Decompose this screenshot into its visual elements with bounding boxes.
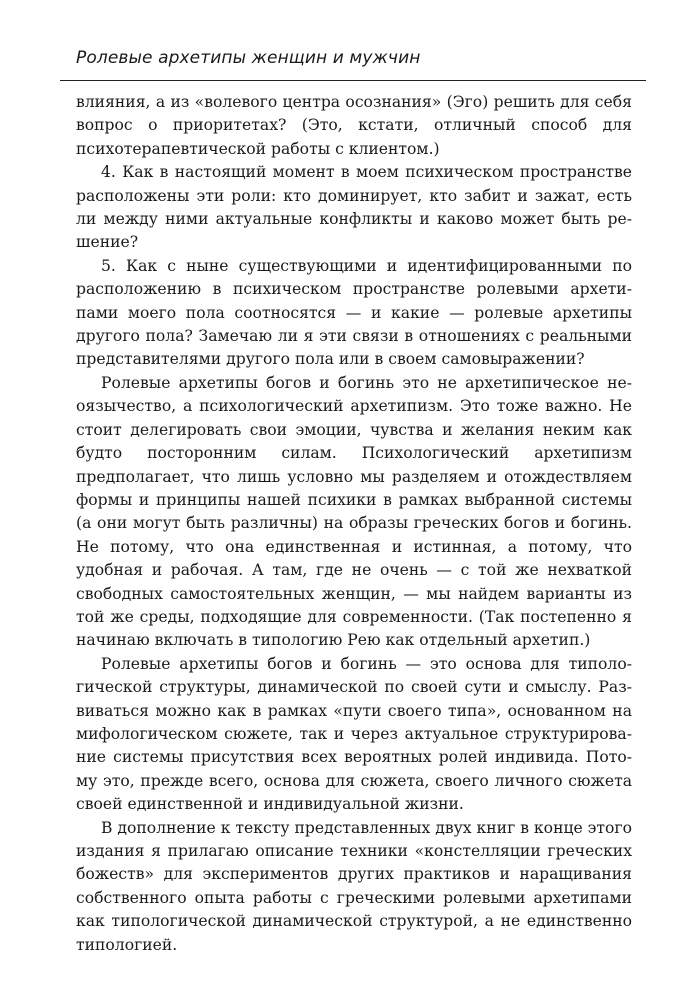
running-header: Ролевые архетипы женщин и мужчин — [76, 48, 421, 68]
paragraph: В дополнение к тексту представленных двух книг в конце этого издания я прилагаю описание техники «констелляции греческих божеств» для экспериментов других практиков и наращивания собственного опыта работы с греческими ролевыми архетипами как типологической динамической структурой, а не единственно типологией. — [76, 818, 632, 954]
paragraph-continued: влияния, а из «волевого центра осознания» (Эго) решить для себя вопрос о приоритетах? (Это, кстати, отличный способ для психотерапевтической работы с клиентом.) — [76, 93, 632, 158]
body-text — [76, 91, 632, 957]
paragraph: 4. Как в настоящий момент в моем психическом пространстве расположены эти роли: кто доминирует, кто забит и зажат, есть ли между ними актуальные конфликты и каково может быть решение? — [76, 163, 632, 252]
paragraph: Ролевые архетипы богов и богинь — это основа для типологической структуры, динамической по своей сути и смыслу. Развиваться можно как в рамках «пути своего типа», основанном на мифологическом сюжете, так и через актуальное структурирование системы присутствия всех вероятных ролей индивида. Потому это, прежде всего, основа для сюжета, своего личного сюжета своей единственной и индивидуальной жизни. — [76, 654, 632, 814]
paragraph: Ролевые архетипы богов и богинь это не архетипическое неоязычество, а психологический архетипизм. Это тоже важно. Не стоит делегировать свои эмоции, чувства и желания неким как будто посторонним силам. Психологический архетипизм предполагает, что лишь условно мы разделяем и отождествляем формы и принципы нашей психики в рамках выбранной системы (а они могут быть различны) на образы греческих богов и богинь. Не потому, что она единственная и истинная, а потому, что удобная и рабочая. А там, где не очень — с той же нехваткой свободных самостоятельных женщин, — мы найдем варианты из той же среды, подходящие для современности. (Так постепенно я начинаю включать в типологию Рею как отдельный архетип.) — [76, 373, 632, 650]
header-rule — [60, 80, 646, 81]
paragraph: 5. Как с ныне существующими и идентифицированными по расположению в психическом пространстве ролевыми архетипами моего пола соотносятся — и какие — ролевые архетипы другого пола? Замечаю ли я эти связи в отношениях с реальными представителями другого пола или в своем самовыражении? — [76, 256, 632, 369]
